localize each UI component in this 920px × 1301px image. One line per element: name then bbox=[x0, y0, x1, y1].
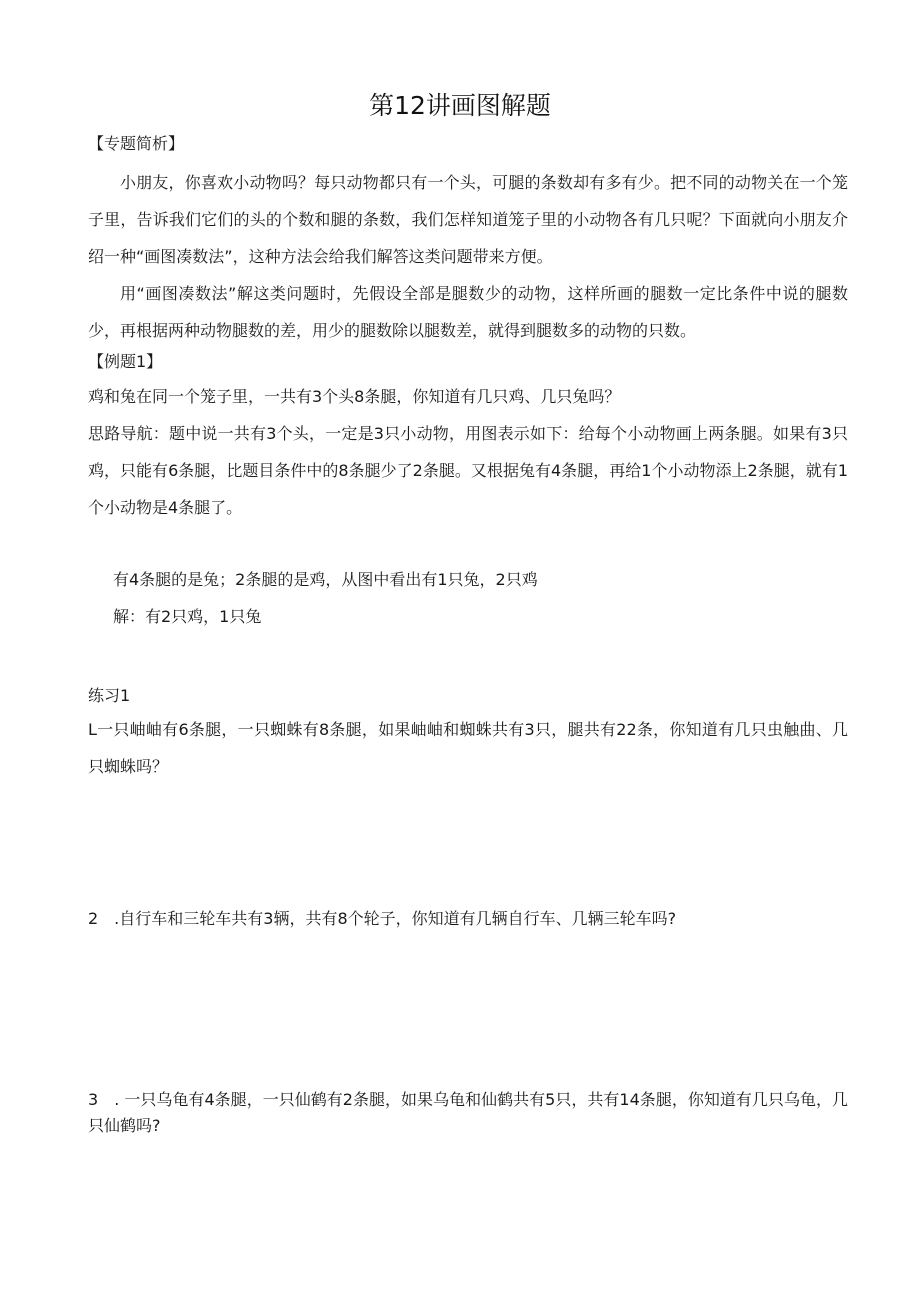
intro-paragraph-1: 小朋友，你喜欢小动物吗？每只动物都只有一个头，可腿的条数却有多有少。把不同的动物关在一个笼子里，告诉我们它们的头的个数和腿的条数，我们怎样知道笼子里的小动物各有几只呢？下面就向小朋友介绍一种“画图凑数法”，这种方法会给我们解答这类问题带来方便。 bbox=[88, 173, 848, 266]
example-1-hint: 思路导航：题中说一共有3个头，一定是3只小动物，用图表示如下：给每个小动物画上两条腿。如果有3只鸡，只能有6条腿，比题目条件中的8条腿少了2条腿。又根据兔有4条腿，再给1个小动物添上2条腿，就有1个小动物是4条腿了。 bbox=[88, 424, 848, 517]
intro-paragraph-2: 用“画图凑数法”解这类问题时，先假设全部是腿数少的动物，这样所画的腿数一定比条件中说的腿数少，再根据两种动物腿数的差，用少的腿数除以腿数差，就得到腿数多的动物的只数。 bbox=[88, 284, 848, 340]
example-1-answer: 解：有2只鸡，1只兔 bbox=[113, 607, 262, 626]
section-heading-practice-1: 练习1 bbox=[88, 686, 131, 705]
page-title: 第12讲画图解题 bbox=[369, 91, 551, 120]
practice-question-3: 3 . 一只乌龟有4条腿，一只仙鹤有2条腿，如果乌龟和仙鹤共有5只，共有14条腿，你知道有几只乌龟，几只仙鹤吗? bbox=[88, 1090, 848, 1135]
practice-question-1: L一只岫岫有6条腿，一只蜘蛛有8条腿，如果岫岫和蜘蛛共有3只，腿共有22条，你知道有几只虫触曲、几只蜘蛛吗？ bbox=[88, 720, 848, 776]
practice-question-2: 2 .自行车和三轮车共有3辆，共有8个轮子，你知道有几辆自行车、几辆三轮车吗? bbox=[88, 909, 677, 928]
example-1-conclusion: 有4条腿的是兔；2条腿的是鸡，从图中看出有1只兔，2只鸡 bbox=[113, 570, 538, 589]
example-1-question: 鸡和兔在同一个笼子里，一共有3个头8条腿，你知道有几只鸡、几只兔吗？ bbox=[88, 387, 621, 406]
section-heading-intro: 【专题简析】 bbox=[88, 134, 185, 153]
section-heading-example-1: 【例题1】 bbox=[88, 352, 163, 371]
